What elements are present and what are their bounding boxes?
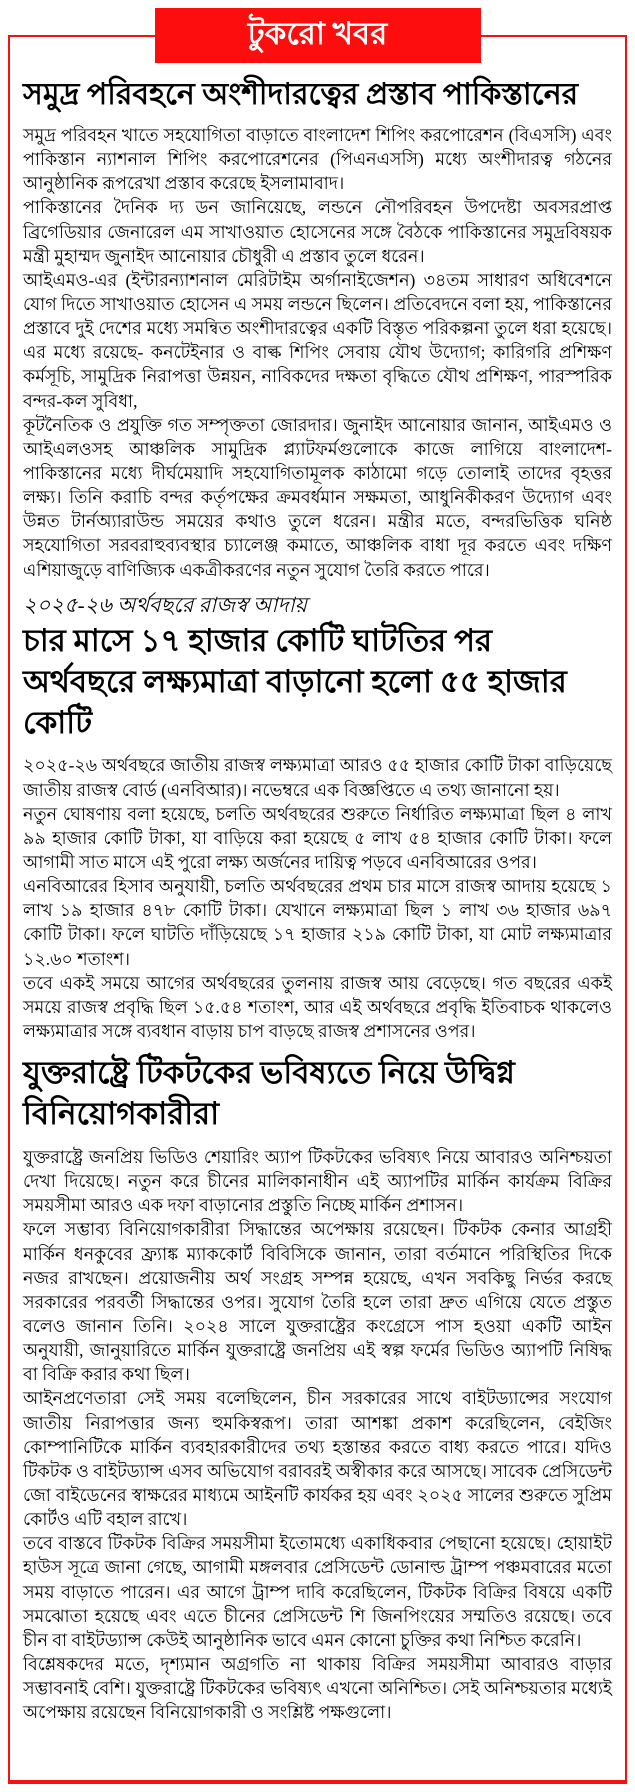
article-shipping-partnership [23, 77, 612, 582]
article-kicker: ২০২৫-২৬ অর্থবছরে রাজস্ব আদায় [23, 592, 308, 617]
article-revenue-target [23, 594, 612, 1044]
article-paragraph: ২০২৫-২৬ অর্থবছরে জাতীয় রাজস্ব লক্ষ্যমাত্রা আরও ৫৫ হাজার কোটি টাকা বাড়িয়েছে জাতীয় রাজস্ব বোর্ড (এনবিআর)। নভেম্বরে এক বিজ্ঞপ্তিতে এ তথ্য জানানো হয়। [23, 755, 612, 800]
section-banner: টুকরো খবর [155, 8, 481, 63]
article-headline: যুক্তরাষ্ট্রে টিকটকের ভবিষ্যতে নিয়ে উদ্বিগ্ন বিনিয়োগকারীরা [23, 1055, 515, 1132]
article-headline: চার মাসে ১৭ হাজার কোটি ঘাটতির পর অর্থবছরে লক্ষ্যমাত্রা বাড়ানো হলো ৫৫ হাজার কোটি [23, 622, 567, 740]
article-paragraph: কূটনৈতিক ও প্রযুক্তি গত সম্পৃক্ততা জোরদার। জুনাইদ আনোয়ার জানান, আইএমও ও আইএলওসহ আঞ্চলিক সামুদ্রিক প্ল্যাটফর্মগুলোকে কাজে লাগিয়ে বাংলাদেশ-পাকিস্তানের মধ্যে দীর্ঘমেয়াদি সহযোগিতামূলক কাঠামো গড়ে তোলাই তাদের বৃহত্তর লক্ষ্য। তিনি করাচি বন্দর কর্তৃপক্ষের ক্রমবর্ধমান সক্ষমতা, আধুনিকীকরণ উদ্যোগ এবং উন্নত টার্নঅ্যারাউন্ড সময়ের কথাও তুলে ধরেন। মন্ত্রীর মতে, বন্দরভিত্তিক ঘনিষ্ঠ সহযোগিতা সরবরাহুব্যবস্থার চ্যালেঞ্জ কমাতে, আঞ্চলিক বাধা দূর করতে এবং দক্ষিণ এশিয়াজুড়ে বাণিজ্যিক একত্রীকরণের নতুন সুযোগ তৈরি করতে পারে। [23, 414, 612, 580]
article-paragraph: ফলে সম্ভাব্য বিনিয়োগকারীরা সিদ্ধান্তের অপেক্ষায় রয়েছেন। টিকটক কেনার আগ্রহী মার্কিন ধনকুবের ফ্র্যাঙ্ক ম্যাককোর্ট বিবিসিকে জানান, তারা বর্তমানে পরিস্থিতির দিকে নজর রাখছেন। প্রয়োজনীয় অর্থ সংগ্রহ সম্পন্ন হয়েছে, এখন সবকিছু নির্ভর করছে সরকারের পরবর্তী সিদ্ধান্তের ওপর। সুযোগ তৈরি হলে তারা দ্রুত এগিয়ে যেতে প্রস্তুত বলেও জানান তিনি। ২০২৪ সালে যুক্তরাষ্ট্রের কংগ্রেসে পাস হওয়া একটি আইন অনুযায়ী, জানুয়ারিতে মার্কিন যুক্তরাষ্ট্রে জনপ্রিয় এই স্বল্প ফর্মের ভিডিও অ্যাপটি নিষিদ্ধ বা বিক্রি করার কথা ছিল। [23, 1219, 612, 1385]
article-headline: সমুদ্র পরিবহনে অংশীদারত্বের প্রস্তাব পাকিস্তানের [23, 78, 579, 111]
article-paragraph: যুক্তরাষ্ট্রে জনপ্রিয় ভিডিও শেয়ারিং অ্যাপ টিকটকের ভবিষ্যৎ নিয়ে আবারও অনিশ্চয়তা দেখা দিয়েছে। নতুন করে চীনের মালিকানাধীন এই অ্যাপটির মার্কিন কার্যক্রম বিক্রির সময়সীমা আরও এক দফা বাড়ানোর প্রস্তুতি নিচ্ছে মার্কিন প্রশাসন। [23, 1146, 612, 1216]
article-paragraph: এনবিআরের হিসাব অনুযায়ী, চলতি অর্থবছরের প্রথম চার মাসে রাজস্ব আদায় হয়েছে ১ লাখ ১৯ হাজার ৪৭৮ কোটি টাকা। যেখানে লক্ষ্যমাত্রা ছিল ১ লাখ ৩৬ হাজার ৬৯৭ কোটি টাকা। ফলে ঘাটতি দাঁড়িয়েছে ১৭ হাজার ২১৯ কোটি টাকা, যা মোট লক্ষ্যমাত্রার ১২.৬০ শতাংশ। [23, 876, 612, 969]
article-paragraph: তবে বাস্তবে টিকটক বিক্রির সময়সীমা ইতোমধ্যে একাধিকবার পেছানো হয়েছে। হোয়াইট হাউস সূত্রে জানা গেছে, আগামী মঙ্গলবার প্রেসিডেন্ট ডোনাল্ড ট্রাম্প পঞ্চমবারের মতো সময় বাড়াতে পারেন। এর আগে ট্রাম্প দাবি করেছিলেন, টিকটক বিক্রির বিষয়ে একটি সমঝোতা হয়েছে এবং এতে চীনের প্রেসিডেন্ট শি জিনপিংয়ের সম্মতিও রয়েছে। তবে চীন বা বাইটড্যান্স কেউই আনুষ্ঠানিক ভাবে এমন কোনো চুক্তির কথা নিশ্চিত করেনি। [23, 1533, 612, 1650]
article-paragraph: আইএমও-এর (ইন্টারন্যাশনাল মেরিটাইম অর্গানাইজেশন) ৩৪তম সাধারণ অধিবেশনে যোগ দিতে সাখাওয়াত হোসেন এ সময় লন্ডনে ছিলেন। প্রতিবেদনে বলা হয়, পাকিস্তানের প্রস্তাবে দুই দেশের মধ্যে সমন্বিত অংশীদারত্বের একটি বিস্তৃত পরিকল্পনা তুলে ধরা হয়েছে। এর মধ্যে রয়েছে- কনটেইনার ও বাল্ক শিপিং সেবায় যৌথ উদ্যোগ; কারিগরি প্রশিক্ষণ কর্মসূচি, সামুদ্রিক নিরাপত্তা উন্নয়ন, নাবিকদের দক্ষতা বৃদ্ধিতে যৌথ প্রশিক্ষণ, পারস্পরিক বন্দর-কল সুবিধা, [23, 269, 612, 411]
article-paragraph: সমুদ্র পরিবহন খাতে সহযোগিতা বাড়াতে বাংলাদেশ শিপিং করপোরেশন (বিএসসি) এবং পাকিস্তান ন্যাশনাল শিপিং করপোরেশনের (পিএনএসসি) মধ্যে অংশীদারত্ব গঠনের আনুষ্ঠানিক রূপরেখা প্রস্তাব করেছে ইসলামাবাদ। [23, 125, 612, 194]
news-box [8, 35, 627, 1784]
article-tiktok-future [23, 1053, 612, 1724]
article-paragraph: তবে একই সময়ে আগের অর্থবছরের তুলনায় রাজস্ব আয় বেড়েছে। গত বছরের একই সময়ে রাজস্ব প্রবৃদ্ধি ছিল ১৫.৫৪ শতাংশ, আর এই অর্থবছরে প্রবৃদ্ধি ইতিবাচক থাকলেও লক্ষ্যমাত্রার সঙ্গে ব্যবধান বাড়ায় চাপ বাড়ছে রাজস্ব প্রশাসনের ওপর। [23, 972, 612, 1042]
article-paragraph: আইনপ্রণেতারা সেই সময় বলেছিলেন, চীন সরকারের সাথে বাইটড্যান্সের সংযোগ জাতীয় নিরাপত্তার জন্য হুমকিস্বরূপ। তারা আশঙ্কা প্রকাশ করেছিলেন, বেইজিং কোম্পানিটিকে মার্কিন ব্যবহারকারীদের তথ্য হস্তান্তর করতে বাধ্য করতে পারে। যদিও টিকটক ও বাইটড্যান্স এসব অভিযোগ বরাবরই অস্বীকার করে আসছে। সাবেক প্রেসিডেন্ট জো বাইডেনের স্বাক্ষরের মাধ্যমে আইনটি কার্যকর হয় এবং ২০২৫ সালের শুরুতে সুপ্রিম কোর্টও এটি বহাল রাখে। [23, 1388, 612, 1530]
article-paragraph: পাকিস্তানের দৈনিক দ্য ডন জানিয়েছে, লন্ডনে নৌপরিবহন উপদেষ্টা অবসরপ্রাপ্ত ব্রিগেডিয়ার জেনারেল এম সাখাওয়াত হোসেনের সঙ্গে বৈঠকে পাকিস্তানের সমুদ্রবিষয়ক মন্ত্রী মুহাম্মদ জুনাইদ আনোয়ার চৌধুরী এ প্রস্তাব তুলে ধরেন। [23, 197, 612, 266]
article-paragraph: বিশ্লেষকদের মতে, দৃশ্যমান অগ্রগতি না থাকায় বিক্রির সময়সীমা আবারও বাড়ার সম্ভাবনাই বেশি। যুক্তরাষ্ট্রে টিকটকের ভবিষ্যৎ এখনো অনিশ্চিত। সেই অনিশ্চয়তার মধ্যেই অপেক্ষায় রয়েছেন বিনিয়োগকারী ও সংশ্লিষ্ট পক্ষগুলো। [23, 1653, 612, 1723]
article-paragraph: নতুন ঘোষণায় বলা হয়েছে, চলতি অর্থবছরের শুরুতে নির্ধারিত লক্ষ্যমাত্রা ছিল ৪ লাখ ৯৯ হাজার কোটি টাকা, যা বাড়িয়ে করা হয়েছে ৫ লাখ ৫৪ হাজার কোটি টাকা। ফলে আগামী সাত মাসে এই পুরো লক্ষ্য অর্জনের দায়িত্ব পড়বে এনবিআরের ওপর। [23, 803, 612, 873]
